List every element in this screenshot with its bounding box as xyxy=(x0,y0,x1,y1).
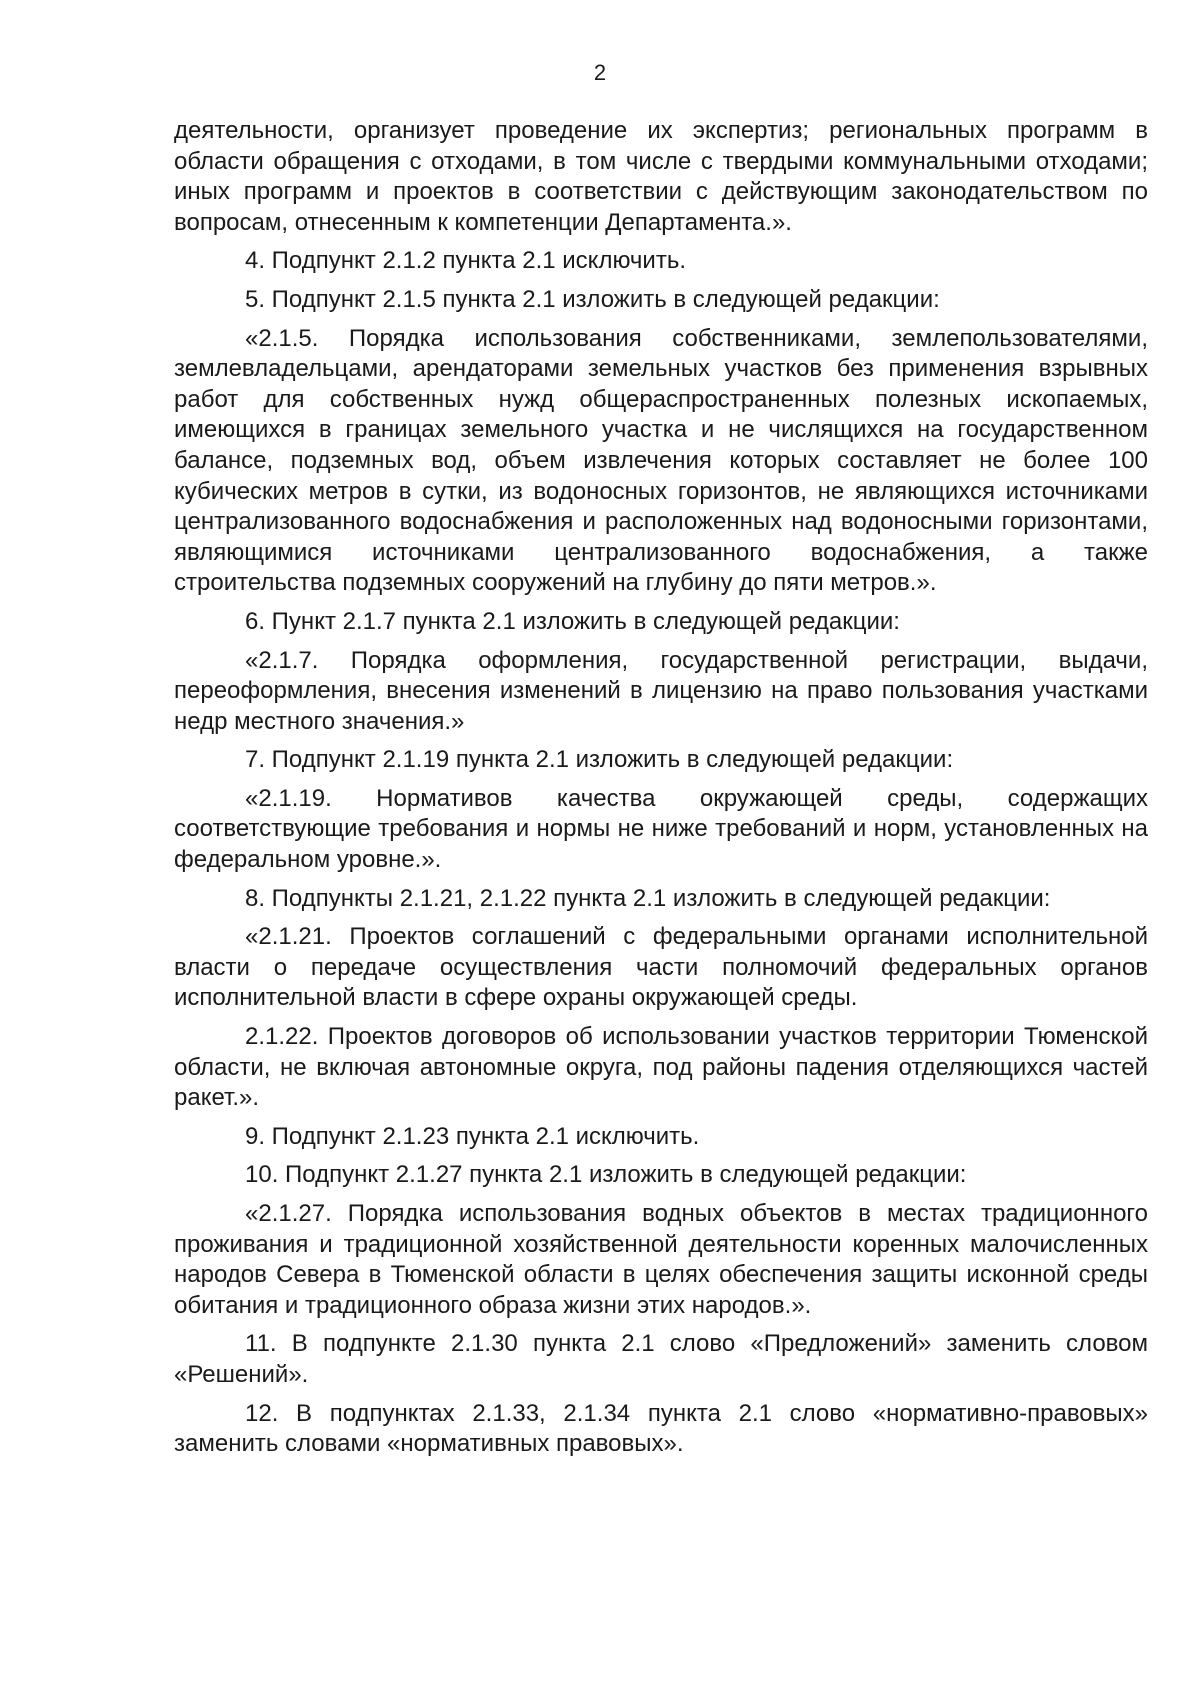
paragraph: «2.1.27. Порядка использования водных объектов в местах традиционного проживания и традиционной хозяйственной деятельности коренных малочисленных народов Севера в Тюменской области в целях обеспечения защиты исконной среды обитания и традиционного образа жизни этих народов.». xyxy=(174,1200,1148,1319)
paragraph: 8. Подпункты 2.1.21, 2.1.22 пункта 2.1 изложить в следующей редакции: xyxy=(245,884,1051,912)
paragraph: «2.1.7. Порядка оформления, государственной регистрации, выдачи, переоформления, внесения изменений в лицензию на право пользования участками недр местного значения.» xyxy=(174,646,1148,735)
paragraph: 9. Подпункт 2.1.23 пункта 2.1 исключить. xyxy=(245,1122,700,1150)
paragraph: 4. Подпункт 2.1.2 пункта 2.1 исключить. xyxy=(245,247,686,275)
paragraph: 2.1.22. Проектов договоров об использовании участков территории Тюменской области, не включая автономные округа, под районы падения отделяющихся частей ракет.». xyxy=(174,1023,1148,1112)
paragraph: «2.1.19. Нормативов качества окружающей среды, содержащих соответствующие требования и нормы не ниже требований и норм, установленных на федеральном уровне.». xyxy=(174,784,1148,874)
paragraph: 7. Подпункт 2.1.19 пункта 2.1 изложить в следующей редакции: xyxy=(245,746,954,774)
page-number: 2 xyxy=(593,60,607,85)
document-body xyxy=(174,116,1148,1468)
paragraph: деятельности, организует проведение их экспертиз; региональных программ в области обращения с отходами, в том числе с твердыми коммунальными отходами; иных программ и проектов в соответствии с действующим законодательством по вопросам, отнесенным к компетенции Департамента.». xyxy=(174,117,1148,236)
paragraph: 12. В подпунктах 2.1.33, 2.1.34 пункта 2.1 слово «нормативно-правовых» заменить словами «нормативных правовых». xyxy=(174,1399,1148,1458)
paragraph: 5. Подпункт 2.1.5 пункта 2.1 изложить в следующей редакции: xyxy=(245,285,940,313)
paragraph: «2.1.5. Порядка использования собственниками, землепользователями, землевладельцами, арендаторами земельных участков без применения взрывных работ для собственных нужд общераспространенных полезных ископаемых, имеющихся в границах земельного участка и не числящихся на государственном балансе, подземных вод, объем извлечения которых составляет не более 100 кубических метров в сутки, из водоносных горизонтов, не являющихся источниками централизованного водоснабжения и расположенных над водоносными горизонтами, являющимися источниками централизованного водоснабжения, а также строительства подземных сооружений на глубину до пяти метров.». xyxy=(174,324,1148,597)
paragraph: «2.1.21. Проектов соглашений с федеральными органами исполнительной власти о передаче осуществления части полномочий федеральных органов исполнительной власти в сфере охраны окружающей среды. xyxy=(174,923,1148,1012)
paragraph: 10. Подпункт 2.1.27 пункта 2.1 изложить в следующей редакции: xyxy=(245,1161,967,1189)
paragraph: 11. В подпункте 2.1.30 пункта 2.1 слово «Предложений» заменить словом «Решений». xyxy=(174,1330,1148,1388)
paragraph: 6. Пункт 2.1.7 пункта 2.1 изложить в следующей редакции: xyxy=(245,607,900,635)
